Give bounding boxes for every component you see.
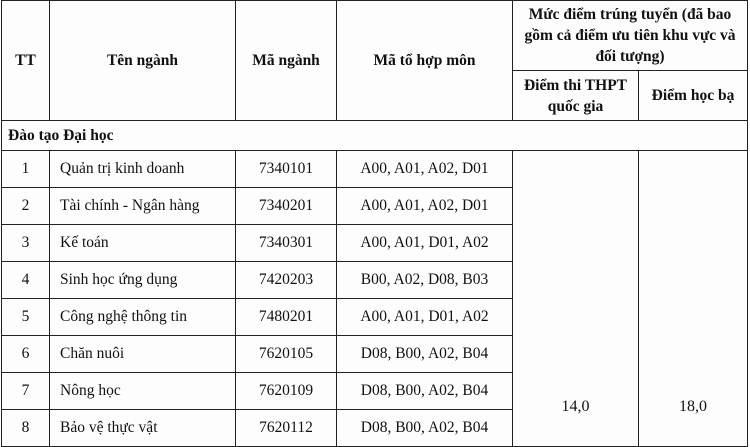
header-row xyxy=(2,1,748,71)
subject-combo: A00, A01, D01, A02 xyxy=(337,299,513,336)
section-title: Đào tạo Đại học xyxy=(2,121,748,151)
subject-combo: A00, A01, A02, D01 xyxy=(337,188,513,225)
admission-table xyxy=(1,0,748,447)
header-major-code: Mã ngành xyxy=(236,1,337,121)
header-tt: TT xyxy=(2,1,50,121)
major-code: 7620105 xyxy=(236,336,337,373)
row-number: 7 xyxy=(2,373,50,410)
major-name: Bảo vệ thực vật xyxy=(50,410,236,447)
row-number: 8 xyxy=(2,410,50,447)
subject-combo: D08, B00, A02, B04 xyxy=(337,373,513,410)
major-code: 7340301 xyxy=(236,225,337,262)
row-number: 3 xyxy=(2,225,50,262)
major-name: Tài chính - Ngân hàng xyxy=(50,188,236,225)
major-name: Nông học xyxy=(50,373,236,410)
major-code: 7420203 xyxy=(236,262,337,299)
major-code: 7620109 xyxy=(236,373,337,410)
header-subject-combo: Mã tổ hợp môn xyxy=(337,1,513,121)
header-transcript-score: Điểm học bạ xyxy=(639,71,748,121)
subject-combo: D08, B00, A02, B04 xyxy=(337,410,513,447)
thpt-score: 14,0 xyxy=(513,151,639,447)
row-number: 4 xyxy=(2,262,50,299)
major-name: Chăn nuôi xyxy=(50,336,236,373)
major-code: 7620112 xyxy=(236,410,337,447)
transcript-score: 18,0 xyxy=(639,151,748,447)
subject-combo: B00, A02, D08, B03 xyxy=(337,262,513,299)
header-thpt-score: Điểm thi THPT quốc gia xyxy=(513,71,639,121)
major-code: 7340101 xyxy=(236,151,337,188)
major-name: Công nghệ thông tin xyxy=(50,299,236,336)
row-number: 6 xyxy=(2,336,50,373)
row-number: 1 xyxy=(2,151,50,188)
major-name: Kế toán xyxy=(50,225,236,262)
header-score-group: Mức điểm trúng tuyển (đã bao gồm cả điểm ưu tiên khu vực và đối tượng) xyxy=(513,1,748,71)
table-row xyxy=(2,151,748,188)
row-number: 5 xyxy=(2,299,50,336)
row-number: 2 xyxy=(2,188,50,225)
subject-combo: D08, B00, A02, B04 xyxy=(337,336,513,373)
header-major-name: Tên ngành xyxy=(50,1,236,121)
major-name: Sinh học ứng dụng xyxy=(50,262,236,299)
subject-combo: A00, A01, A02, D01 xyxy=(337,151,513,188)
major-code: 7340201 xyxy=(236,188,337,225)
subject-combo: A00, A01, D01, A02 xyxy=(337,225,513,262)
major-code: 7480201 xyxy=(236,299,337,336)
section-row xyxy=(2,121,748,151)
major-name: Quản trị kinh doanh xyxy=(50,151,236,188)
